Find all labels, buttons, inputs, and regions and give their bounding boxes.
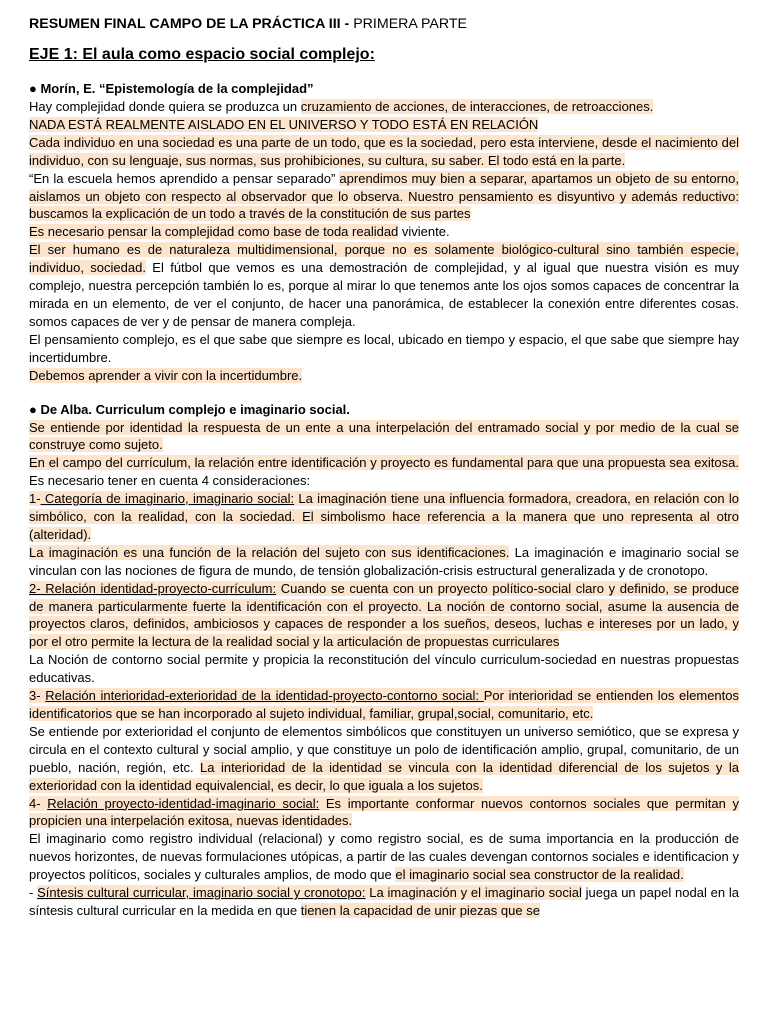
underlined-term: 2- Relación identidad-proyecto-currículum: [29,580,277,596]
paragraph: La Noción de contorno social permite y propicia la reconstitución del vínculo curriculum-sociedad en nuestras propuestas educativas. [29,652,739,686]
paragraph: Es necesario pensar la complejidad como base de toda realidad viviente. [29,224,450,240]
underlined-term: Síntesis cultural curricular, imaginario social y cronotopo: [37,885,366,901]
highlight: En el campo del currículum, la relación entre identificación y proyecto es fundamental para que una propuesta sea exitosa. [29,455,739,471]
paragraph: Hay complejidad donde quiera se produzca un cruzamiento de acciones, de interacciones, de retroacciones. [29,99,654,114]
paragraph: “En la escuela hemos aprendido a pensar separado” aprendimos muy bien a separar, apartamos un objeto de su entorno, aislamos un objeto con respecto al observador que lo observa. Nuestro pensamiento es disyuntivo y además reductivo: buscamos la explicación de un todo a través de la constitución de sus partes [29,170,739,222]
consideration-4 [29,795,739,831]
highlight: Síntesis cultural curricular, imaginario social y cronotopo: La imaginación y el imaginario social [37,885,582,901]
consideration-3 [29,687,739,723]
highlight: 1- Categoría de imaginario, imaginario social: La imaginación tiene una influencia formadora, creadora, en relación con lo simbólico, con la realidad, con la sociedad. El simbolismo hace referencia a la manera que uno representa al otro (alteridad). [29,491,740,542]
paragraph: La imaginación es una función de la relación del sujeto con sus identificaciones. La imaginación e imaginario social se vinculan con las nociones de figura de mundo, de tensión globalización-crisis estructural generalizada y de cronotopo. [29,544,739,578]
highlight: La interioridad de la identidad se vincula con la identidad diferencial de los sujetos y la exterioridad con la identidad equivalencial, es decir, lo que iguala a los sujetos. [29,759,739,793]
highlight: Cada individuo en una sociedad es una parte de un todo, que es la sociedad, pero esta interviene, desde el nacimiento del individuo, con su lenguaje, sus normas, sus prohibiciones, su cultura, su saber. El todo está en la parte. [29,134,739,168]
paragraph [29,419,739,455]
eje-heading: EJE 1: El aula como espacio social complejo: [29,46,375,63]
paragraph [29,367,739,385]
title-rest: PRIMERA PARTE [349,16,468,32]
paragraph [29,134,739,170]
paragraph: El imaginario como registro individual (relacional) y como registro social, es de suma importancia en la producción de nuevos horizontes, de nuevas formulaciones utópicas, a partir de las cuales devengan contornos sociales e identificacion y proyectos políticos, sociales y culturales amplios, de modo que el imaginario social sea constructor de la realidad. [29,831,739,883]
underlined-term: Relación proyecto-identidad-imaginario social: [47,795,320,811]
section-heading-dealba: ● De Alba. Curriculum complejo e imaginario social. [29,401,350,417]
underlined-term: Relación interioridad-exterioridad de la identidad-proyecto-contorno social: [45,688,484,704]
section-heading-morin: ● Morín, E. “Epistemología de la complejidad” [29,81,314,96]
highlight: NADA ESTÁ REALMENTE AISLADO EN EL UNIVERSO Y TODO ESTÁ EN RELACIÓN [29,116,539,132]
highlight: Se entiende por identidad la respuesta de un ente a una interpelación del entramado social y por medio de la cual se construye como sujeto. [29,419,739,453]
consideration-1 [29,490,739,544]
highlight: El ser humano es de naturaleza multidimensional, porque no es solamente biológico-cultural sino también especie, individuo, sociedad. [29,242,739,276]
document-title [29,14,739,34]
highlight: tienen la capacidad de unir piezas que se [300,902,540,918]
highlight: aprendimos muy bien a separar, apartamos un objeto de su entorno, aislamos un objeto con respecto al observador que lo observa. Nuestro pensamiento es disyuntivo y además reductivo: buscamos la explicación de un todo a través de la constitución de sus partes [29,170,739,222]
paragraph: El ser humano es de naturaleza multidimensional, porque no es solamente biológico-cultural sino también especie, individuo, sociedad. El fútbol que vemos es una demostración de complejidad, y al igual que nuestra visión es muy complejo, nuestra percepción también lo es, porque al mirar lo que tenemos ante los ojos somos capaces de concentrar la mirada en un elemento, de ver el conjunto, de hacer una panorámica, de establecer la conexión entre diferentes cosas. somos capaces de ver y de pensar de manera compleja. [29,242,739,329]
paragraph: Se entiende por exterioridad el conjunto de elementos simbólicos que constituyen un universo semiótico, que se expresa y circula en el contexto cultural y social amplio, y que constituye un polo de identificación amplio, grupal, comunitario, de un pueblo, nación, región, etc. La interioridad de la identidad se vincula con la identidad diferencial de los sujetos y la exterioridad con la identidad equivalencial, es decir, lo que iguala a los sujetos. [29,723,739,793]
highlight: Debemos aprender a vivir con la incertidumbre. [29,367,303,383]
title-bold: RESUMEN FINAL CAMPO DE LA PRÁCTICA III - [29,16,350,32]
highlight: 2- Relación identidad-proyecto-currículum: Cuando se cuenta con un proyecto político-social claro y definido, se produce de manera particularmente fuerte la identificación con el proyecto. La noción de contorno social, asume la ausencia de proyectos claros, definidos, ambiciosos y capaces de responder a los sueños, deseos, luchas e intereses por un lado, y por el otro permite la lectura de la realidad social y la articulación de propuestas curriculares [29,580,739,650]
synthesis-paragraph: - Síntesis cultural curricular, imaginario social y cronotopo: La imaginación y el imaginario social juega un papel nodal en la síntesis cultural curricular en la medida en que tienen la capacidad de unir piezas que se [29,885,739,918]
paragraph: El pensamiento complejo, es el que sabe que siempre es local, ubicado en tiempo y espacio, el que sabe que siempre hay incertidumbre. [29,331,739,365]
highlight: 4- Relación proyecto-identidad-imaginario social: Es importante conformar nuevos contornos sociales que permitan y propicien una interpelación exitosa, nuevas identidades. [29,795,739,829]
paragraph: En el campo del currículum, la relación entre identificación y proyecto es fundamental para que una propuesta sea exitosa. Es necesario tener en cuenta 4 consideraciones: [29,455,739,489]
highlight: Es necesario pensar la complejidad como base de toda realidad [29,224,399,240]
consideration-2 [29,580,739,652]
highlight: 3- Relación interioridad-exterioridad de la identidad-proyecto-contorno social: Por interioridad se entienden los elementos identificatorios que se han incorporado al sujeto individual, familiar, grupal,social, comunitario, etc. [29,688,739,721]
highlight: el imaginario social sea constructor de la realidad. [395,867,684,883]
highlight: La imaginación es una función de la relación del sujeto con sus identificaciones. [29,544,510,560]
highlight: cruzamiento de acciones, de interacciones, de retroacciones. [300,99,654,114]
paragraph [29,116,739,134]
underlined-term: Categoría de imaginario, imaginario social: [40,491,295,507]
